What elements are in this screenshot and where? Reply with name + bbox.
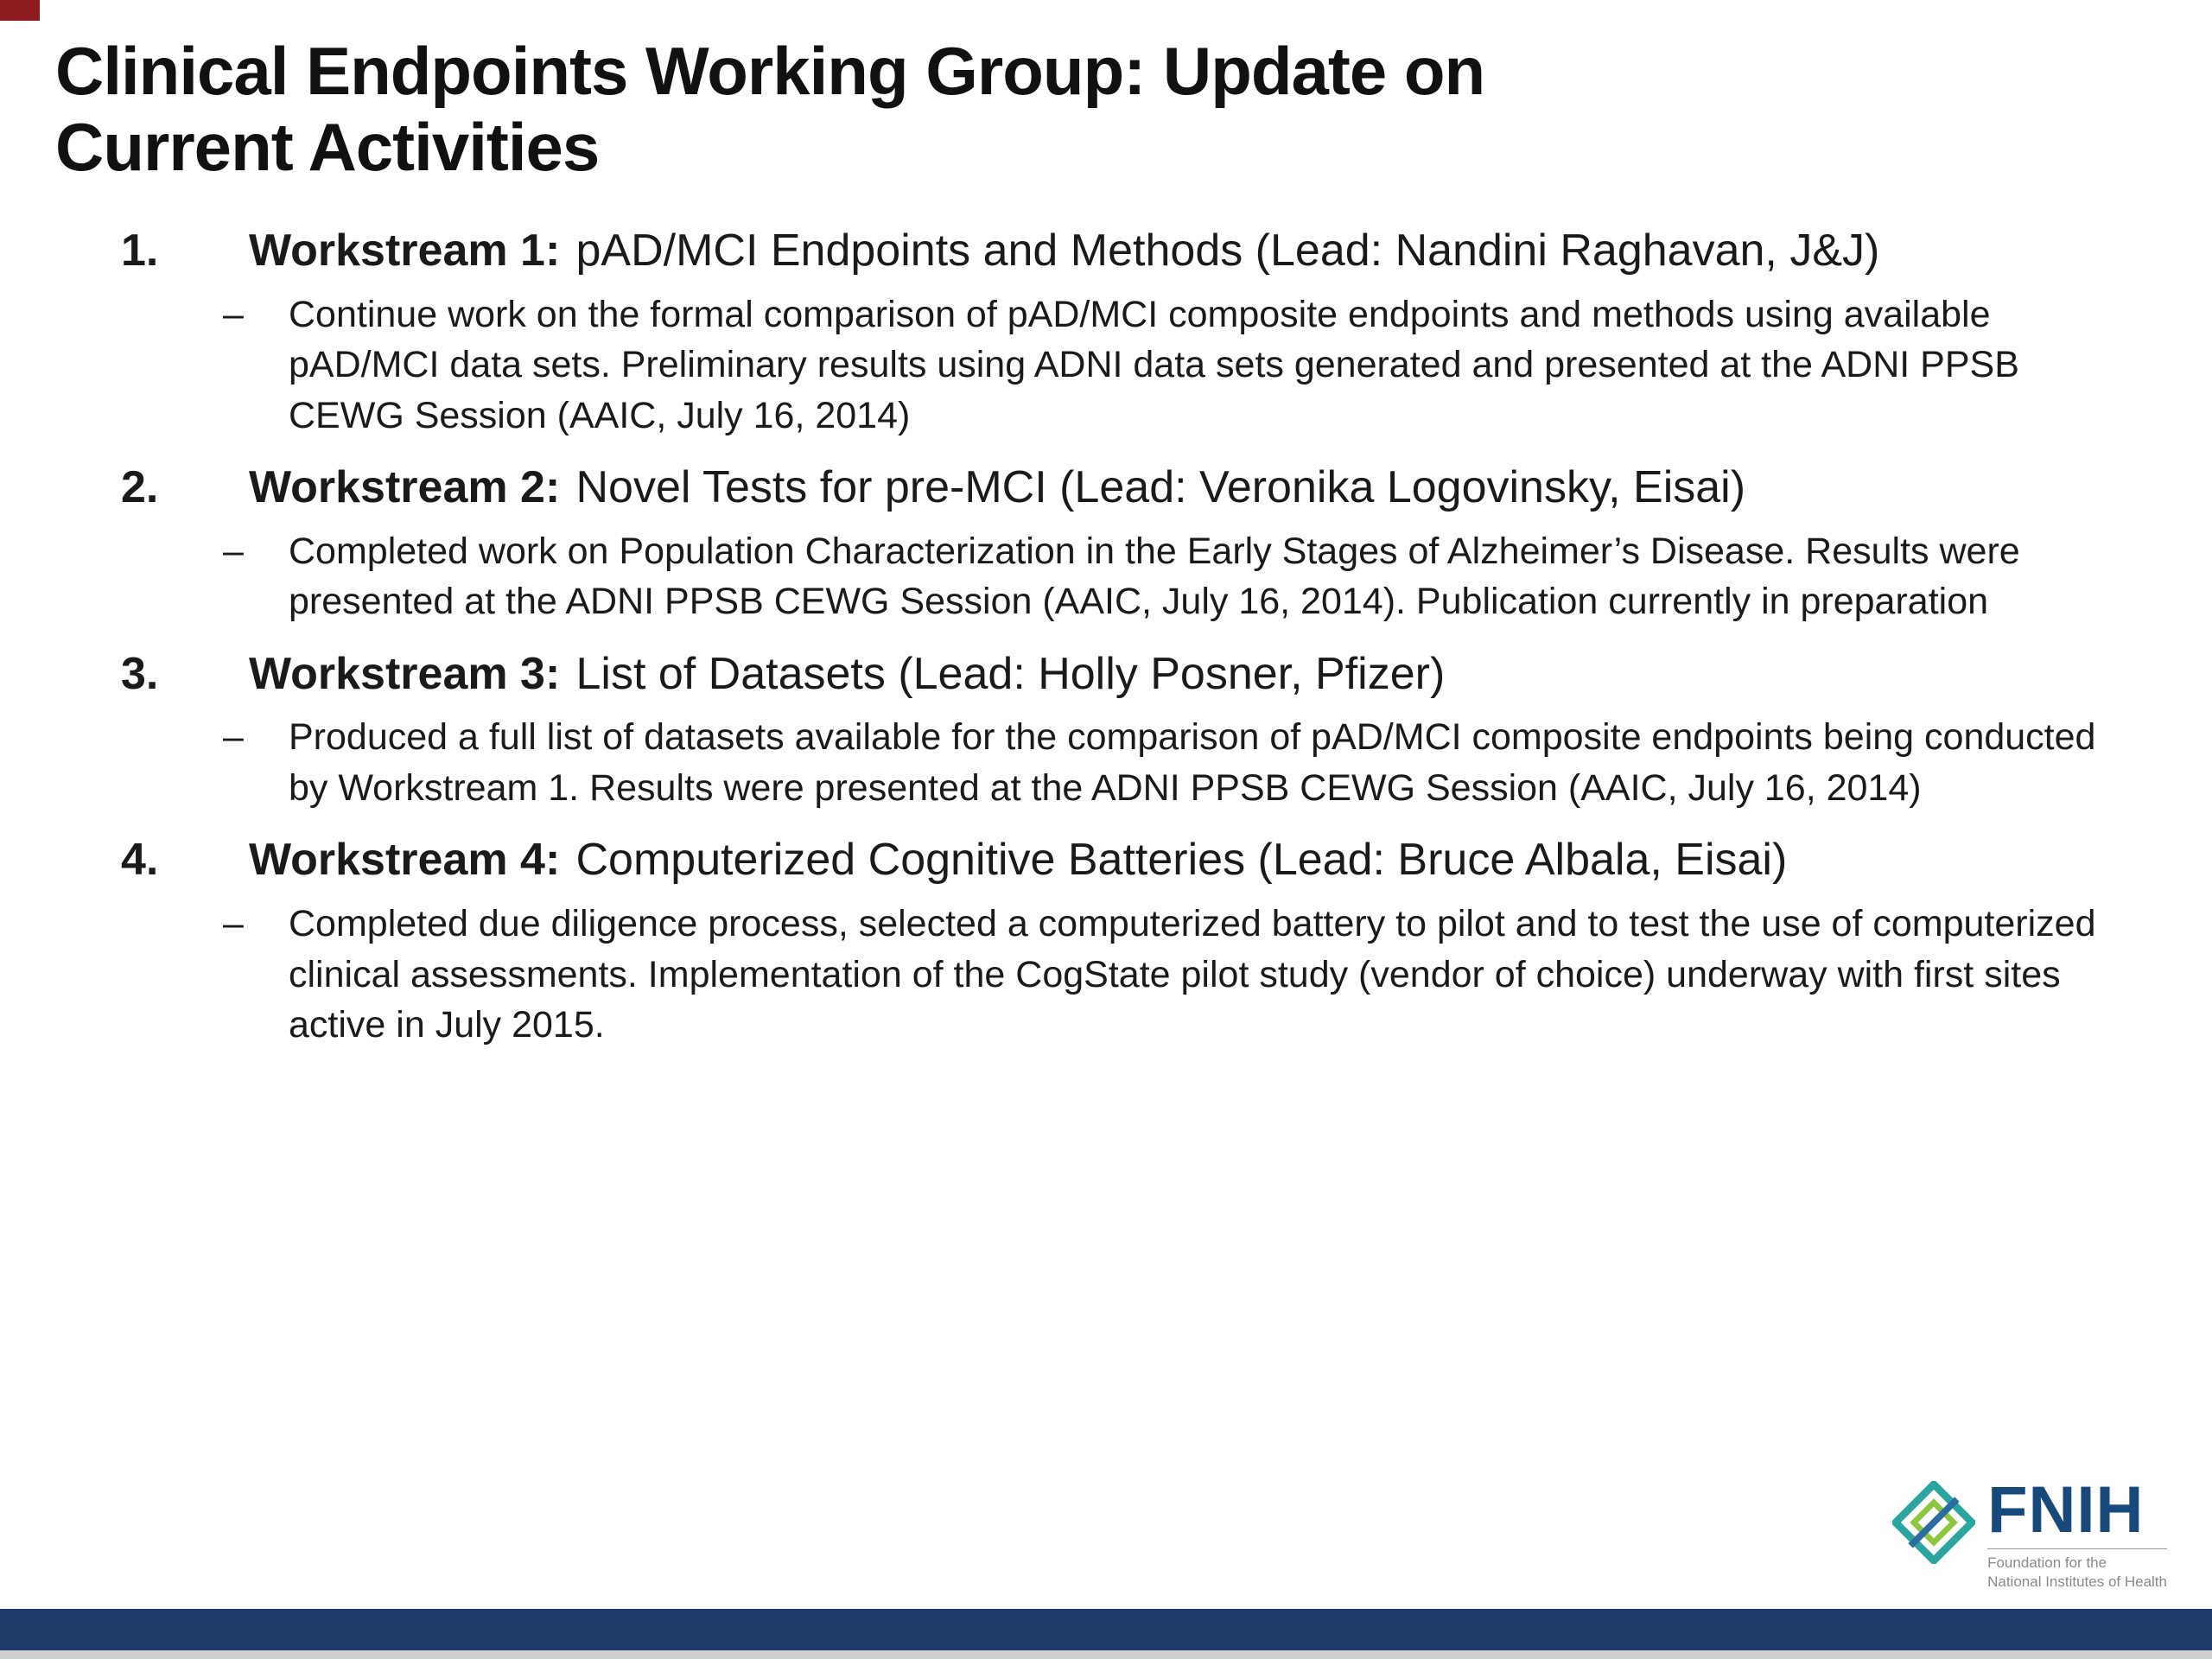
- footer-navy-bar: [0, 1609, 2212, 1650]
- footer-bottom-edge: [0, 1650, 2212, 1659]
- list-number: 1.: [121, 226, 159, 276]
- workstream-description: pAD/MCI Endpoints and Methods (Lead: Nandini Raghavan, J&J): [575, 226, 1880, 276]
- fnih-wordmark: FNIH: [1987, 1472, 2145, 1547]
- workstream-heading: [121, 221, 2160, 281]
- workstream-description: Computerized Cognitive Batteries (Lead: Bruce Albala, Eisai): [575, 835, 1788, 886]
- workstream-list: [0, 221, 2212, 1050]
- workstream-label: Workstream 1:: [249, 226, 561, 276]
- list-item: [121, 458, 2160, 627]
- sub-bullet-text: Completed work on Population Characterization in the Early Stages of Alzheimer’s Disease. Results were presented at the ADNI PPSB CEWG Session (AAIC, July 16, 2014). Publication currently in preparation: [289, 530, 2020, 623]
- fnih-logo-icon: [1892, 1481, 1975, 1564]
- fnih-logo-text-block: [1987, 1472, 2167, 1592]
- workstream-description: List of Datasets (Lead: Holly Posner, Pfizer): [575, 648, 1446, 699]
- fnih-tagline-line1: Foundation for the: [1987, 1554, 2107, 1571]
- workstream-heading: [121, 645, 2160, 704]
- top-left-red-accent: [0, 0, 40, 21]
- dash-marker: –: [223, 903, 244, 945]
- workstream-label: Workstream 2:: [249, 462, 561, 513]
- workstream-heading-text: [249, 645, 1445, 704]
- list-number: 3.: [121, 648, 159, 699]
- workstream-heading-text: [249, 830, 1787, 890]
- workstream-heading-text: [249, 221, 1879, 281]
- dash-marker: –: [223, 530, 244, 572]
- sub-bullet-text: Completed due diligence process, selected a computerized battery to pilot and to test the use of computerized clinical assessments. Implementation of the CogState pilot study (vendor of choice) underway with first sites active in July 2015.: [289, 903, 2096, 1046]
- workstream-label: Workstream 4:: [249, 835, 561, 886]
- sub-bullet: [223, 899, 2160, 1050]
- workstream-heading: [121, 458, 2160, 518]
- list-number: 2.: [121, 462, 159, 513]
- list-item: [121, 830, 2160, 1050]
- sub-bullet: [223, 712, 2160, 813]
- sub-bullet: [223, 526, 2160, 627]
- workstream-description: Novel Tests for pre-MCI (Lead: Veronika Logovinsky, Eisai): [575, 462, 1746, 513]
- workstream-heading: [121, 830, 2160, 890]
- list-item: [121, 645, 2160, 814]
- dash-marker: –: [223, 293, 244, 335]
- sub-bullet-text: Produced a full list of datasets available for the comparison of pAD/MCI composite endpoints being conducted by Workstream 1. Results were presented at the ADNI PPSB CEWG Session (AAIC, July 16, 2014): [289, 716, 2096, 809]
- dash-marker: –: [223, 716, 244, 759]
- sub-bullet-text: Continue work on the formal comparison of pAD/MCI composite endpoints and methods using available pAD/MCI data sets. Preliminary results using ADNI data sets generated and presented at the ADNI PPSB CEWG Session (AAIC, July 16, 2014): [289, 293, 2019, 436]
- slide-title: Clinical Endpoints Working Group: Update on Current Activities: [55, 33, 1485, 186]
- fnih-tagline-line2: National Institutes of Health: [1987, 1573, 2167, 1590]
- fnih-logo: [1892, 1472, 2167, 1592]
- sub-bullet: [223, 289, 2160, 441]
- fnih-tagline: [1987, 1548, 2167, 1592]
- list-number: 4.: [121, 835, 159, 886]
- workstream-label: Workstream 3:: [249, 648, 561, 699]
- list-item: [121, 221, 2160, 441]
- workstream-heading-text: [249, 458, 1745, 518]
